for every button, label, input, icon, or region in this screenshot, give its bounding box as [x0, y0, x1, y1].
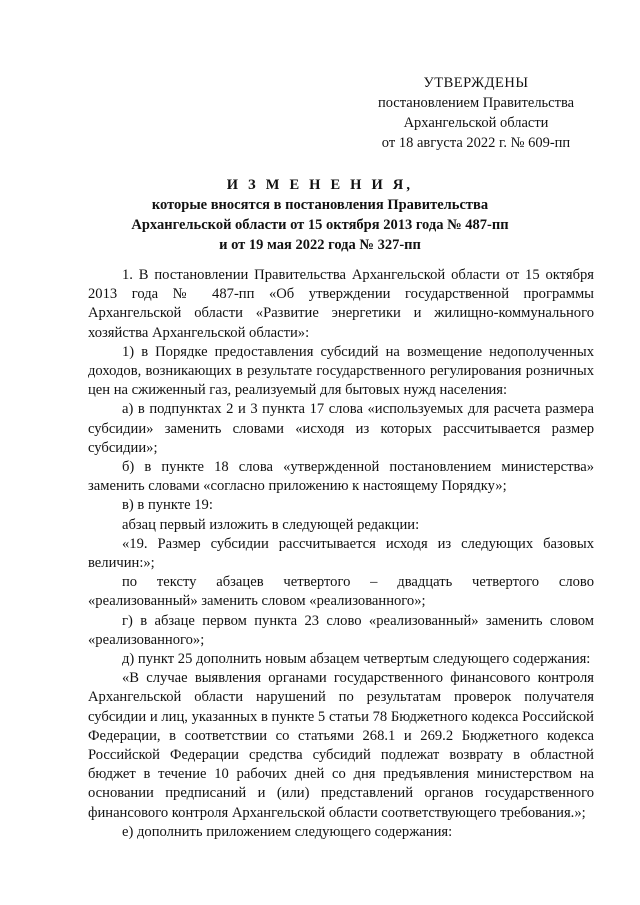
- paragraph: по тексту абзацев четвертого – двадцать четвертого слово «реализованный» заменить словом «реализованного»;: [88, 574, 594, 610]
- paragraph: 1. В постановлении Правительства Архангельской области от 15 октября 2013 года № 487-пп «Об утверждении государственной программы Архангельской области «Развитие энергетики и жилищно-коммунального хозяйства Архангельской области»:: [88, 267, 594, 341]
- paragraph: е) дополнить приложением следующего содержания:: [122, 823, 453, 840]
- paragraph: а) в подпунктах 2 и 3 пункта 17 слова «используемых для расчета размера субсидии» заменить словами «исходя из которых рассчитывается размер субсидии»;: [88, 401, 594, 456]
- paragraph: «В случае выявления органами государственного финансового контроля Архангельской области нарушений по результатам проверок получателя субсидии и лиц, указанных в пункте 5 статьи 78 Бюджетного кодекса Российской Федерации, в соответствии со статьями 268.1 и 269.2 Бюджетного кодекса Российской Федерации средства субсидий подлежат возврату в областной бюджет в течение 10 рабочих дней со дня предъявления министерством на основании предписаний и (или) представлений органов государственного финансового контроля Архангельской области соответствующего требования.»;: [88, 670, 594, 821]
- heading-line: Архангельской области от 15 октября 2013 года № 487-пп: [131, 217, 509, 233]
- paragraph: в) в пункте 19:: [122, 497, 213, 514]
- paragraph: д) пункт 25 дополнить новым абзацем четвертым следующего содержания:: [122, 651, 591, 668]
- paragraph: «19. Размер субсидии рассчитывается исходя из следующих базовых величин:»;: [88, 535, 594, 572]
- heading-line: и от 19 мая 2022 года № 327-пп: [219, 237, 421, 253]
- approval-line: постановлением Правительства: [377, 95, 575, 111]
- approval-block: [360, 73, 592, 153]
- approval-title: УТВЕРЖДЕНЫ: [423, 75, 529, 91]
- document-body: [88, 266, 594, 842]
- paragraph: абзац первый изложить в следующей редакции:: [122, 516, 420, 533]
- approval-line: Архангельской области: [403, 115, 549, 131]
- paragraph: 1) в Порядке предоставления субсидий на возмещение недополученных доходов, возникающих в результате государственного регулирования розничных цен на сжиженный газ, реализуемый для бытовых нужд населения:: [88, 343, 594, 399]
- heading-title: И З М Е Н Е Н И Я,: [226, 177, 414, 193]
- heading-line: которые вносятся в постановления Правительства: [151, 197, 489, 213]
- document-heading: [80, 175, 560, 255]
- approval-line: от 18 августа 2022 г. № 609-пп: [381, 135, 571, 151]
- paragraph: г) в абзаце первом пункта 23 слово «реализованный» заменить словом «реализованного»;: [88, 612, 594, 648]
- paragraph: б) в пункте 18 слова «утвержденной постановлением министерства» заменить словами «согласно приложению к настоящему Порядку»;: [88, 459, 594, 495]
